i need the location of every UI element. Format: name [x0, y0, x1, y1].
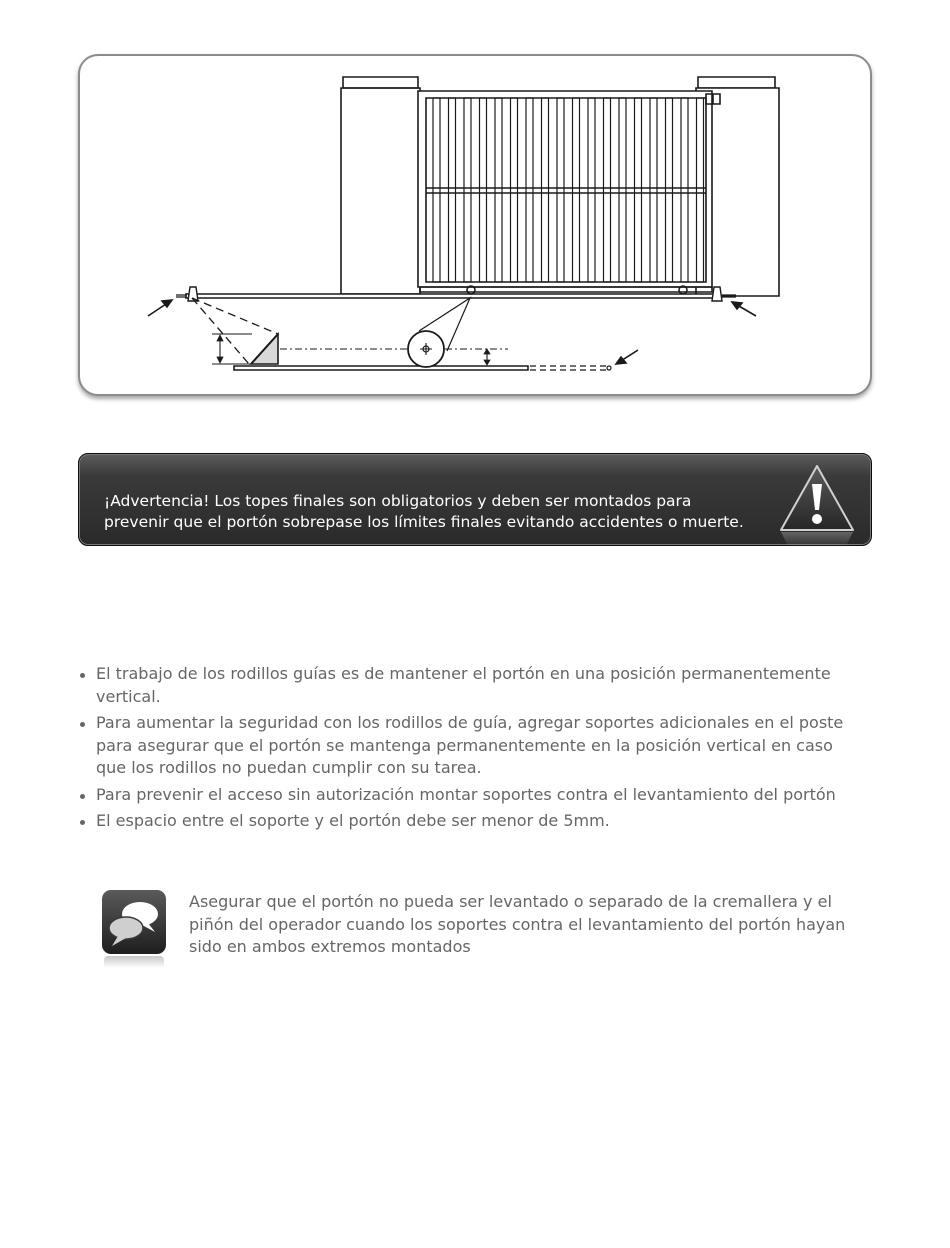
warning-triangle-icon [777, 460, 873, 556]
list-item: El trabajo de los rodillos guías es de mantener el portón en una posición permanentemente vertical. [78, 663, 868, 708]
sliding-gate-icon [78, 54, 872, 396]
note-text: Asegurar que el portón no pueda ser levantado o separado de la cremallera y el piñón del operador cuando los soportes contra el levantamiento del portón hayan sido en ambos extremos montados [189, 892, 846, 956]
warning-line-2: prevenir que el portón sobrepase los límites finales evitando accidentes o muerte. [104, 513, 744, 531]
warning-box [78, 453, 872, 546]
list-item: Para prevenir el acceso sin autorización montar soportes contra el levantamiento del portón [78, 784, 868, 807]
warning-line-1: ¡Advertencia! Los topes finales son obligatorios y deben ser montados para [104, 492, 692, 510]
speech-bubbles-icon [100, 888, 170, 970]
warning-text [104, 491, 794, 533]
list-item: El espacio entre el soporte y el portón debe ser menor de 5mm. [78, 810, 868, 833]
bullet-list [78, 663, 868, 837]
list-item: Para aumentar la seguridad con los rodillos de guía, agregar soportes adicionales en el poste para asegurar que el portón se mantenga permanentemente en la posición vertical en caso que los rodillos no puedan cumplir con su tarea. [78, 712, 868, 780]
gate-diagram-panel [78, 54, 872, 396]
